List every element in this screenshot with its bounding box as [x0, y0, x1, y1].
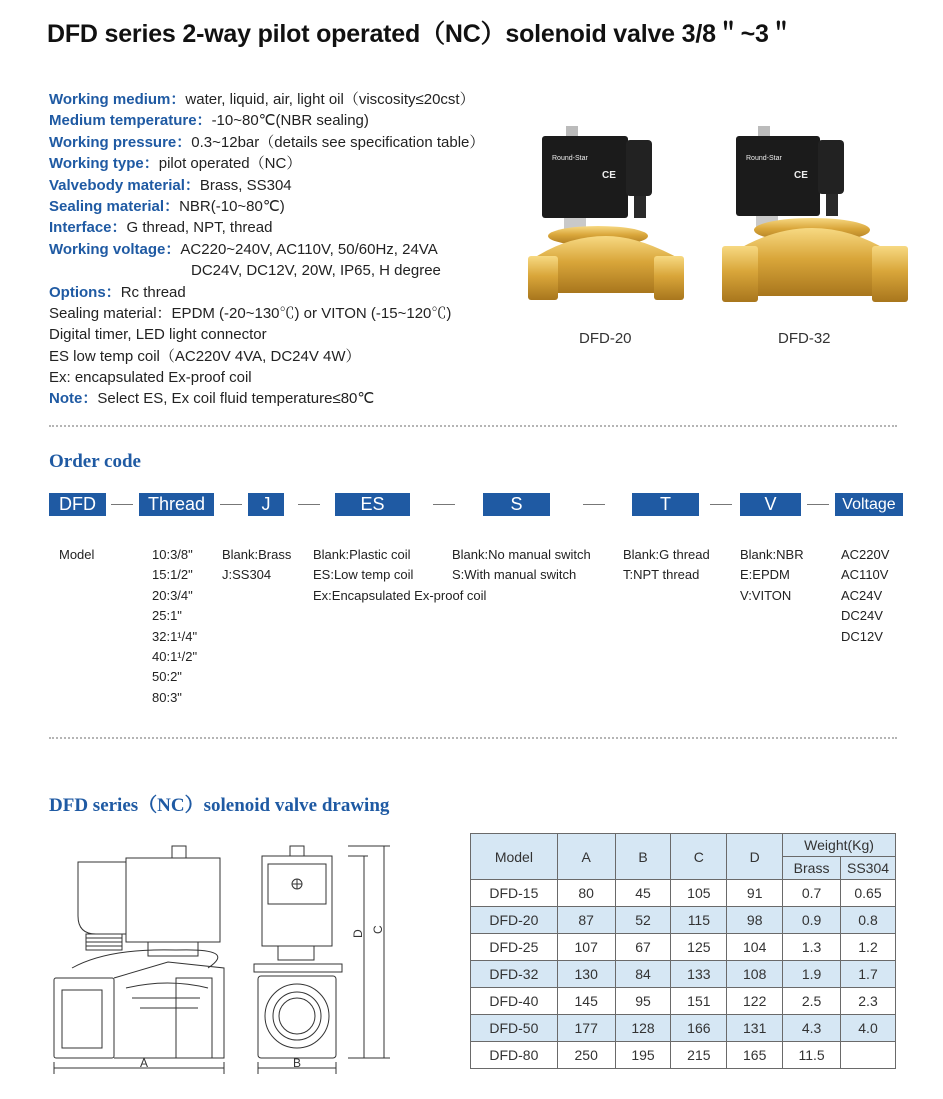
table-cell: 2.3: [841, 988, 896, 1015]
table-cell: 131: [727, 1015, 783, 1042]
separator-2: [49, 737, 897, 739]
dim-b-label: B: [293, 1056, 302, 1070]
table-row: [471, 1042, 896, 1069]
valve-caption-dfd32: DFD-32: [778, 330, 831, 347]
coil-brand-label: Round-Star: [552, 155, 588, 162]
order-box-thread: Thread: [139, 493, 214, 516]
order-dash: [583, 504, 605, 505]
table-cell: 145: [557, 988, 615, 1015]
table-cell: 166: [671, 1015, 727, 1042]
table-cell: 2.5: [783, 988, 841, 1015]
spec-table: [470, 833, 896, 1069]
separator-1: [49, 425, 897, 427]
order-box-material: J: [248, 493, 284, 516]
table-cell: 80: [557, 880, 615, 907]
table-row: [471, 961, 896, 988]
table-cell: 52: [615, 907, 671, 934]
spec-medium-temperature: Medium temperature：-10~80℃(NBR sealing): [49, 112, 369, 130]
table-cell: 104: [727, 934, 783, 961]
th-c: C: [671, 834, 727, 880]
table-cell: 107: [557, 934, 615, 961]
table-cell: 1.7: [841, 961, 896, 988]
table-cell: 45: [615, 880, 671, 907]
table-cell: 130: [557, 961, 615, 988]
table-cell: 98: [727, 907, 783, 934]
table-cell: 84: [615, 961, 671, 988]
table-cell: [841, 1042, 896, 1069]
spec-valvebody-material: Valvebody material：Brass, SS304: [49, 176, 292, 194]
spec-option-ex-coil: Ex: encapsulated Ex-proof coil: [49, 369, 252, 387]
table-cell: 0.9: [783, 907, 841, 934]
order-box-manual: S: [483, 493, 550, 516]
table-cell: 195: [615, 1042, 671, 1069]
table-cell: 87: [557, 907, 615, 934]
table-cell-model: DFD-25: [471, 934, 558, 961]
table-cell: 133: [671, 961, 727, 988]
table-cell: 165: [727, 1042, 783, 1069]
order-thread-options: 10:3/8" 15:1/2" 20:3/4" 25:1" 32:1¹/4" 40:1¹/2" 50:2" 80:3": [152, 547, 198, 705]
order-manual-options: Blank:No manual switch S:With manual switch: [452, 547, 591, 583]
table-row: [471, 1015, 896, 1042]
table-cell-model: DFD-80: [471, 1042, 558, 1069]
table-row: [471, 907, 896, 934]
drawing-heading: DFD series（NC）solenoid valve drawing: [49, 795, 390, 816]
order-box-model: DFD: [49, 493, 106, 516]
order-seal-options: Blank:NBR E:EPDM V:VITON: [740, 547, 804, 603]
table-cell: 177: [557, 1015, 615, 1042]
table-cell: 115: [671, 907, 727, 934]
spec-sealing-material: Sealing material：NBR(-10~80℃): [49, 197, 285, 215]
table-cell-model: DFD-50: [471, 1015, 558, 1042]
spec-option-timer: Digital timer, LED light connector: [49, 326, 267, 344]
order-voltage-options: AC220V AC110V AC24V DC24V DC12V: [841, 547, 890, 644]
valve-image-dfd32: [722, 118, 912, 318]
page-title: DFD series 2-way pilot operated（NC）solenoid valve 3/8＂~3＂: [47, 20, 794, 48]
table-cell-model: DFD-15: [471, 880, 558, 907]
th-weight: Weight(Kg): [783, 834, 896, 857]
spec-working-voltage: Working voltage：AC220~240V, AC110V, 50/60Hz, 24VA: [49, 240, 438, 258]
table-cell: 1.2: [841, 934, 896, 961]
order-model-label: Model: [59, 547, 95, 562]
order-dash: [807, 504, 829, 505]
spec-note: Note：Select ES, Ex coil fluid temperature≤80℃: [49, 390, 375, 408]
table-cell: 128: [615, 1015, 671, 1042]
th-brass: Brass: [783, 857, 841, 880]
order-material-options: Blank:Brass J:SS304: [222, 547, 292, 583]
th-b: B: [615, 834, 671, 880]
spec-working-medium: Working medium：water, liquid, air, light oil（viscosity≤20cst）: [49, 91, 475, 108]
valve-image-dfd20: [528, 118, 698, 318]
order-dash: [111, 504, 133, 505]
spec-interface: Interface：G thread, NPT, thread: [49, 219, 273, 237]
dim-a-label: A: [140, 1056, 149, 1070]
table-cell: 125: [671, 934, 727, 961]
table-row: [471, 934, 896, 961]
table-cell: 250: [557, 1042, 615, 1069]
ce-mark: CE: [602, 170, 616, 181]
valve-caption-dfd20: DFD-20: [579, 330, 632, 347]
table-cell: 91: [727, 880, 783, 907]
table-cell: 95: [615, 988, 671, 1015]
table-cell: 0.7: [783, 880, 841, 907]
table-row: [471, 880, 896, 907]
table-cell-model: DFD-20: [471, 907, 558, 934]
table-cell: 4.0: [841, 1015, 896, 1042]
table-cell: 1.3: [783, 934, 841, 961]
spec-working-type: Working type：pilot operated（NC）: [49, 155, 302, 173]
th-ss304: SS304: [841, 857, 896, 880]
table-cell: 151: [671, 988, 727, 1015]
table-row: [471, 988, 896, 1015]
spec-working-voltage-cont: DC24V, DC12V, 20W, IP65, H degree: [191, 262, 441, 280]
spec-working-pressure: Working pressure：0.3~12bar（details see specification table）: [49, 133, 485, 151]
order-code-heading: Order code: [49, 451, 141, 472]
spec-option-sealing: Sealing material：EPDM (-20~130℃) or VITON (-15~120℃): [49, 304, 452, 322]
table-cell: 0.8: [841, 907, 896, 934]
table-cell: 0.65: [841, 880, 896, 907]
order-thread-type-options: Blank:G thread T:NPT thread: [623, 547, 710, 583]
table-cell: 108: [727, 961, 783, 988]
th-a: A: [557, 834, 615, 880]
order-coil-options: Blank:Plastic coil ES:Low temp coil Ex:Encapsulated Ex-proof coil: [313, 547, 487, 603]
spec-option-es-coil: ES low temp coil（AC220V 4VA, DC24V 4W）: [49, 347, 361, 365]
order-dash: [710, 504, 732, 505]
table-header-row: [471, 834, 896, 857]
order-box-seal: V: [740, 493, 801, 516]
th-model: Model: [471, 834, 558, 880]
table-cell: 4.3: [783, 1015, 841, 1042]
order-box-coil: ES: [335, 493, 410, 516]
table-cell: 11.5: [783, 1042, 841, 1069]
table-cell-model: DFD-32: [471, 961, 558, 988]
spec-list: [49, 89, 484, 410]
order-dash: [298, 504, 320, 505]
valve-technical-drawing: [48, 838, 390, 1078]
spec-options: Options：Rc thread: [49, 283, 186, 301]
coil-brand-label-2: Round-Star: [746, 155, 782, 162]
order-dash: [433, 504, 455, 505]
table-cell: 1.9: [783, 961, 841, 988]
order-dash: [220, 504, 242, 505]
order-box-voltage: Voltage: [835, 493, 903, 516]
order-box-thread-type: T: [632, 493, 699, 516]
ce-mark-2: CE: [794, 170, 808, 181]
dim-d-label: D: [351, 929, 365, 938]
th-d: D: [727, 834, 783, 880]
table-cell: 122: [727, 988, 783, 1015]
dim-c-label: C: [371, 925, 385, 934]
table-cell: 67: [615, 934, 671, 961]
table-cell: 105: [671, 880, 727, 907]
table-cell: 215: [671, 1042, 727, 1069]
table-cell-model: DFD-40: [471, 988, 558, 1015]
